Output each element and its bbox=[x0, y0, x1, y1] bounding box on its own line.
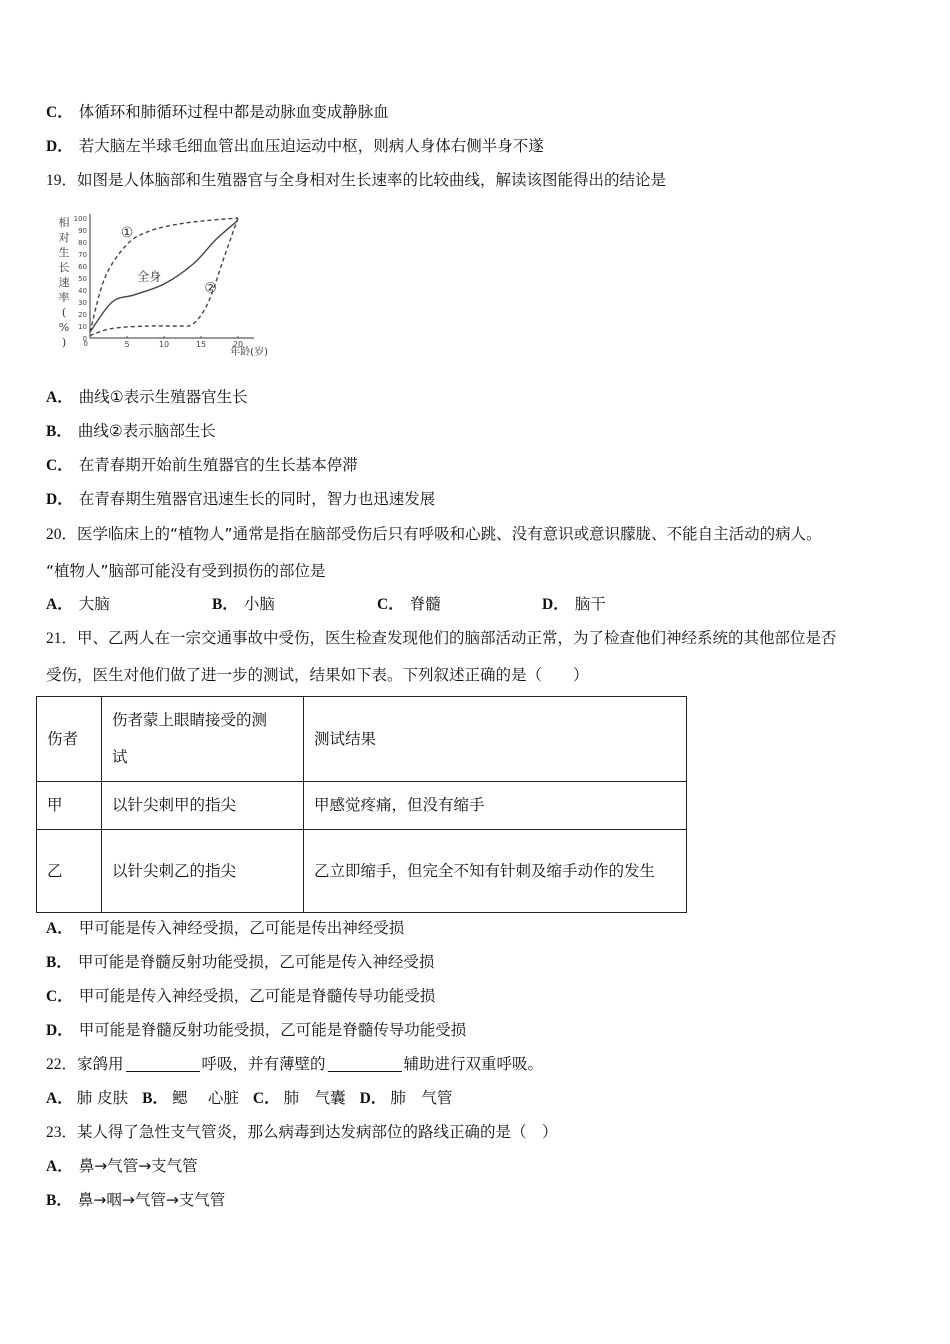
table-row bbox=[37, 830, 687, 913]
x-tick-label: 10 bbox=[158, 340, 170, 349]
series-curve-2-label: ② bbox=[204, 280, 217, 297]
q20-stem-line1 bbox=[46, 524, 822, 545]
q22-stem bbox=[46, 1054, 543, 1075]
option-text: 脊髓 bbox=[409, 595, 441, 613]
option-label: B． bbox=[46, 954, 72, 971]
table-row bbox=[37, 782, 687, 830]
q22-option-c bbox=[253, 1088, 346, 1109]
y-tick-label: 40 bbox=[78, 287, 87, 295]
option-label: A． bbox=[46, 920, 73, 937]
test-result-table bbox=[36, 696, 687, 913]
y-axis-label-char: 对 bbox=[58, 231, 70, 244]
q19-option-d bbox=[46, 489, 435, 510]
option-label: A． bbox=[46, 1158, 73, 1175]
table-cell: 以针尖刺乙的指尖 bbox=[102, 830, 304, 913]
q21-option-c bbox=[46, 986, 435, 1007]
question-text: 某人得了急性支气管炎，那么病毒到达发病部位的路线正确的是（ ） bbox=[77, 1123, 558, 1141]
q21-stem-line2 bbox=[46, 665, 589, 685]
option-text: 小脑 bbox=[243, 595, 275, 613]
series-curve-whole-body-label: 全身 bbox=[137, 269, 162, 284]
q21-option-a bbox=[46, 918, 404, 939]
x-tick-label: 15 bbox=[195, 340, 207, 349]
option-label: D． bbox=[46, 138, 73, 155]
q20-option-a bbox=[46, 594, 212, 615]
y-axis-label-char: 相 bbox=[58, 216, 70, 229]
q23-option-b bbox=[46, 1190, 225, 1211]
x-tick-label: 20 bbox=[232, 340, 244, 349]
question-text: 家鸽用 bbox=[77, 1055, 124, 1073]
y-axis-label-char: ( bbox=[61, 306, 67, 319]
option-label: A． bbox=[46, 596, 73, 613]
series-curve-1-label: ① bbox=[120, 225, 134, 242]
header-text: 伤者蒙上眼睛接受的测试 bbox=[112, 711, 268, 766]
q22-options bbox=[46, 1088, 452, 1109]
option-text: 脑干 bbox=[574, 595, 606, 613]
question-number: 22． bbox=[46, 1056, 78, 1073]
table-cell: 甲 bbox=[37, 782, 102, 830]
option-label: C． bbox=[252, 1090, 280, 1107]
option-text: 在青春期开始前生殖器官的生长基本停滞 bbox=[78, 456, 358, 474]
option-text: 肺 气管 bbox=[390, 1089, 453, 1107]
growth-rate-chart bbox=[46, 212, 276, 370]
option-text: 肺 气囊 bbox=[283, 1089, 346, 1107]
table-header-cell: 伤者 bbox=[37, 697, 102, 782]
option-text: 甲可能是脊髓反射功能受损，乙可能是脊髓传导功能受损 bbox=[78, 1021, 467, 1039]
option-text: 肺 皮肤 bbox=[76, 1089, 129, 1107]
y-tick-label: 20 bbox=[78, 311, 87, 319]
option-text: 曲线②表示脑部生长 bbox=[77, 422, 216, 440]
q20-option-b bbox=[212, 594, 377, 615]
y-tick-label: 70 bbox=[78, 251, 87, 259]
q19-option-a bbox=[46, 387, 248, 408]
question-text: 医学临床上的“植物人”通常是指在脑部受伤后只有呼吸和心跳、没有意识或意识朦胧、不能自主活动的病人。 bbox=[77, 525, 822, 543]
y-tick-label: 80 bbox=[78, 239, 87, 247]
q19-stem bbox=[46, 170, 666, 191]
table-cell: 以针尖刺甲的指尖 bbox=[102, 782, 304, 830]
q21-option-b bbox=[46, 952, 434, 973]
option-text: 曲线①表示生殖器官生长 bbox=[78, 388, 248, 406]
question-text: 甲、乙两人在一宗交通事故中受伤，医生检查发现他们的脑部活动正常，为了检查他们神经系统的其他部位是否 bbox=[77, 629, 837, 647]
option-label: B． bbox=[46, 423, 72, 440]
y-tick-label: 90 bbox=[78, 227, 87, 235]
q20-options bbox=[46, 594, 666, 615]
option-text: 甲可能是脊髓反射功能受损，乙可能是传入神经受损 bbox=[77, 953, 435, 971]
q22-option-b bbox=[142, 1088, 239, 1109]
q18-option-c bbox=[46, 102, 389, 123]
q19-option-c bbox=[46, 455, 358, 476]
option-text: 大脑 bbox=[78, 595, 110, 613]
option-label: D． bbox=[46, 491, 73, 508]
option-label: C． bbox=[46, 457, 73, 474]
question-number: 23． bbox=[46, 1124, 78, 1141]
option-text: 体循环和肺循环过程中都是动脉血变成静脉血 bbox=[78, 103, 389, 121]
y-tick-label: 50 bbox=[78, 275, 87, 283]
question-number: 19． bbox=[46, 172, 78, 189]
y-tick-label: 100 bbox=[73, 215, 87, 223]
y-axis-label-char: 速 bbox=[58, 276, 70, 289]
q18-option-d bbox=[46, 136, 544, 157]
question-number: 20． bbox=[46, 526, 78, 543]
option-label: A． bbox=[46, 1090, 73, 1107]
option-text: 鼻→气管→支气管 bbox=[78, 1157, 198, 1175]
table-cell: 甲感觉疼痛，但没有缩手 bbox=[304, 782, 687, 830]
option-text: 在青春期生殖器官迅速生长的同时，智力也迅速发展 bbox=[78, 490, 436, 508]
option-label: C． bbox=[46, 988, 73, 1005]
option-text: 甲可能是传入神经受损，乙可能是脊髓传导功能受损 bbox=[78, 987, 436, 1005]
q21-stem-line1 bbox=[46, 628, 837, 649]
option-label: C． bbox=[46, 104, 73, 121]
question-text: 辅助进行双重呼吸。 bbox=[403, 1055, 544, 1073]
option-label: B． bbox=[46, 1192, 72, 1209]
table-header-row bbox=[37, 697, 687, 782]
q20-option-d bbox=[542, 594, 606, 615]
option-label: B． bbox=[142, 1090, 168, 1107]
option-text: 若大脑左半球毛细血管出血压迫运动中枢，则病人身体右侧半身不遂 bbox=[78, 137, 544, 155]
y-axis-label-char: 长 bbox=[58, 261, 70, 274]
y-axis-label-char: 生 bbox=[58, 246, 70, 259]
y-axis-label-char: ) bbox=[61, 336, 67, 349]
table-cell: 乙 bbox=[37, 830, 102, 913]
q19-option-b bbox=[46, 421, 216, 442]
q21-option-d bbox=[46, 1020, 466, 1041]
y-axis-label-char: % bbox=[58, 321, 70, 334]
question-text: 受伤，医生对他们做了进一步的测试，结果如下表。下列叙述正确的是（ ） bbox=[46, 666, 589, 684]
q23-stem bbox=[46, 1122, 558, 1143]
series-curve-1 bbox=[90, 218, 238, 332]
question-number: 21． bbox=[46, 630, 78, 647]
q23-option-a bbox=[46, 1156, 198, 1177]
option-label: D． bbox=[46, 1022, 73, 1039]
table-header-cell bbox=[102, 697, 304, 782]
option-text: 甲可能是传入神经受损，乙可能是传出神经受损 bbox=[78, 919, 405, 937]
question-text: 如图是人体脑部和生殖器官与全身相对生长速率的比较曲线，解读该图能得出的结论是 bbox=[77, 171, 667, 189]
question-text: 呼吸，并有薄壁的 bbox=[201, 1055, 326, 1073]
x-tick-label: 0 bbox=[83, 340, 88, 348]
question-text: “植物人”脑部可能没有受到损伤的部位是 bbox=[46, 562, 326, 580]
option-label: C． bbox=[377, 596, 404, 613]
q22-option-d bbox=[360, 1088, 453, 1109]
answer-blank bbox=[126, 1055, 200, 1072]
option-label: D． bbox=[359, 1090, 387, 1107]
x-axis-label: 年龄(岁) bbox=[230, 347, 268, 358]
table-header-cell: 测试结果 bbox=[304, 697, 687, 782]
option-label: B． bbox=[212, 596, 238, 613]
q20-option-c bbox=[377, 594, 542, 615]
y-tick-label: 60 bbox=[78, 263, 87, 271]
y-tick-label: 0 bbox=[82, 335, 87, 343]
cell-text: 乙立即缩手，但完全不知有针刺及缩手动作的发生 bbox=[314, 861, 656, 880]
y-axis-label-char: 率 bbox=[58, 291, 70, 304]
x-tick-label: 5 bbox=[124, 340, 130, 349]
option-label: D． bbox=[542, 596, 569, 613]
y-tick-label: 30 bbox=[78, 299, 87, 307]
y-tick-label: 10 bbox=[78, 323, 87, 331]
option-label: A． bbox=[46, 389, 73, 406]
answer-blank bbox=[328, 1055, 402, 1072]
q20-stem-line2 bbox=[46, 561, 326, 581]
series-curve-whole-body bbox=[90, 220, 238, 332]
option-text: 鼻→咽→气管→支气管 bbox=[77, 1191, 226, 1209]
series-curve-2 bbox=[90, 218, 238, 336]
table-cell bbox=[304, 830, 687, 913]
option-text: 鳃 心脏 bbox=[171, 1089, 239, 1107]
q22-option-a bbox=[46, 1088, 128, 1109]
